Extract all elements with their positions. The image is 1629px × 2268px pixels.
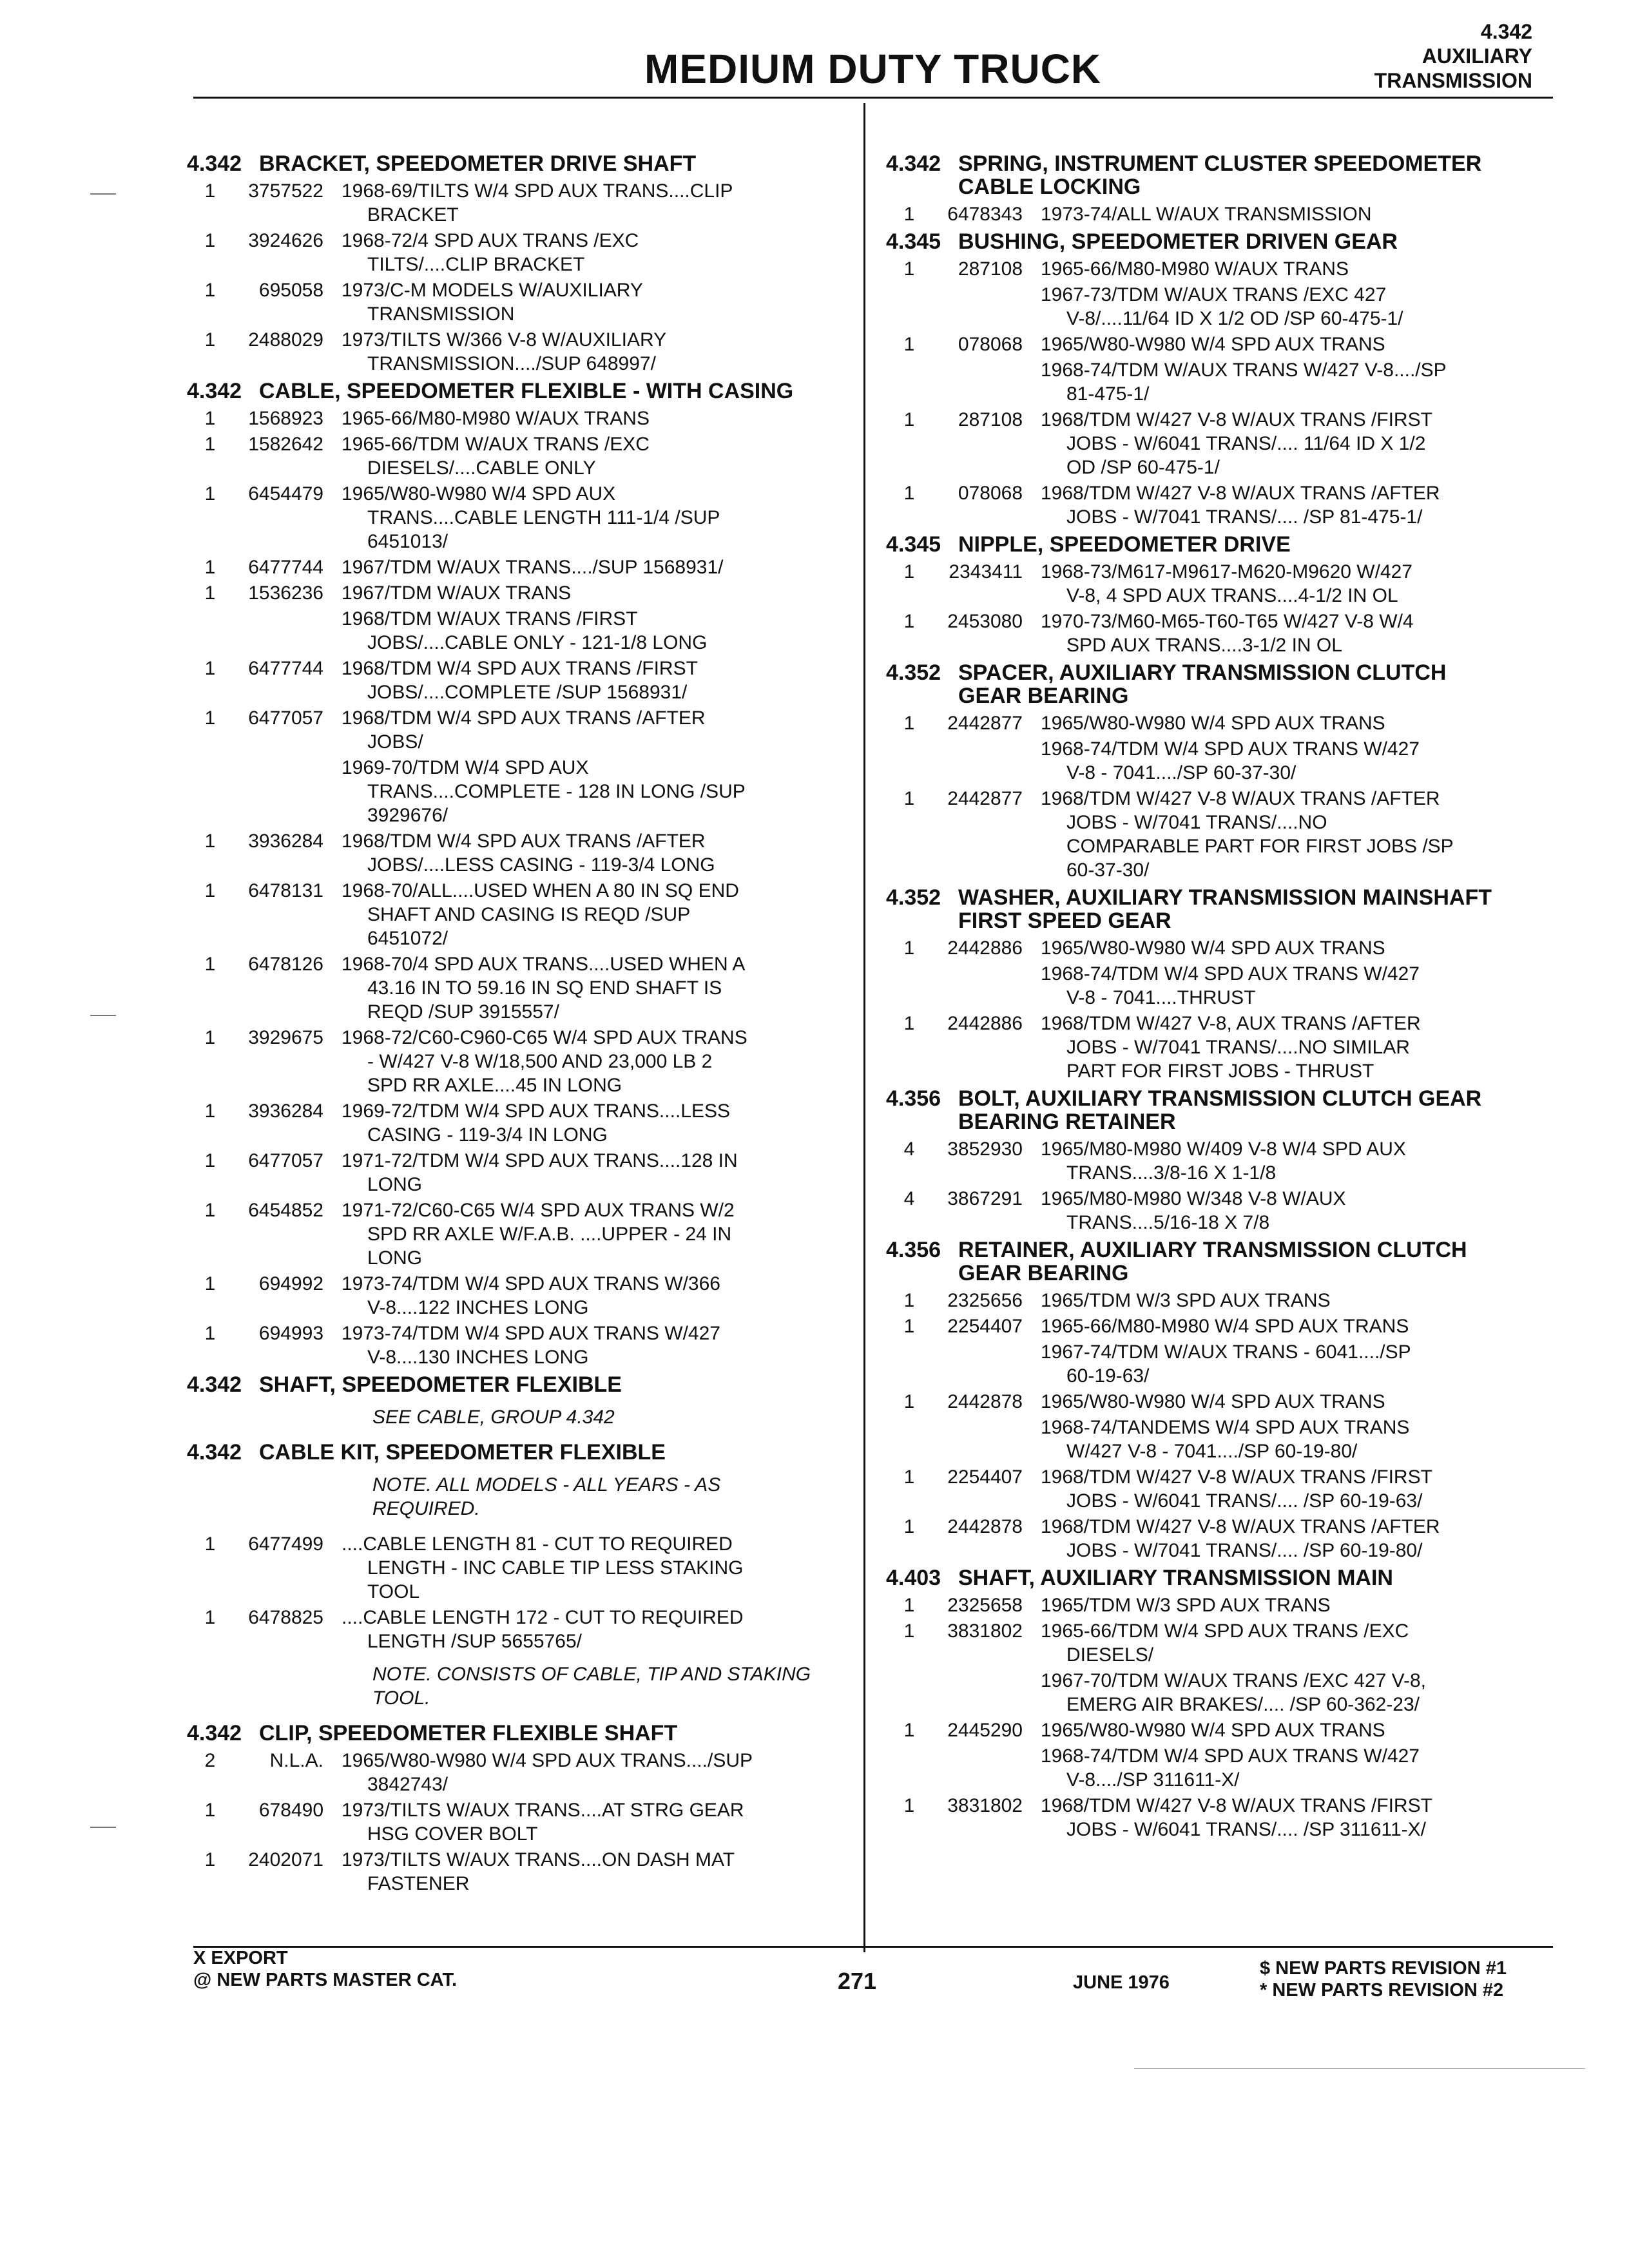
section-heading: [886, 1087, 1556, 1133]
note-text: SEE CABLE, GROUP 4.342: [372, 1407, 615, 1428]
margin-mark: [90, 1827, 116, 1828]
footer-rev2: * NEW PARTS REVISION #2: [1260, 1980, 1504, 2001]
part-description: 1965/W80-W980 W/4 SPD AUX TRANS: [1041, 1391, 1385, 1412]
part-description: 1965/W80-W980 W/4 SPD AUX TRANS: [1041, 937, 1385, 959]
part-row: [886, 936, 1556, 960]
part-description: 1968/TDM W/427 V-8 W/AUX TRANS /FIRST JOBS - W/6041 TRANS/.... /SP 311611-X/: [1041, 1795, 1432, 1840]
part-description: 1968-70/4 SPD AUX TRANS....USED WHEN A 43.16 IN TO 59.16 IN SQ END SHAFT IS REQD /SUP 3915557/: [342, 954, 746, 1023]
part-number: 2453080: [947, 611, 1023, 632]
part-description: 1973-74/TDM W/4 SPD AUX TRANS W/427 V-8....130 INCHES LONG: [342, 1323, 720, 1368]
note-text: NOTE. CONSISTS OF CABLE, TIP AND STAKING TOOL.: [372, 1664, 811, 1709]
part-row: [187, 657, 844, 704]
section-number: 4.342: [187, 151, 242, 176]
section-heading: [886, 533, 1556, 556]
part-row: [886, 787, 1556, 882]
part-number: 678490: [258, 1800, 323, 1821]
quantity: 1: [903, 561, 915, 582]
quantity: 1: [903, 409, 915, 430]
section-number: 4.352: [886, 660, 941, 685]
part-row: [187, 229, 844, 276]
footer-date: JUNE 1976: [1073, 1972, 1170, 1993]
section-number: 4.342: [1480, 20, 1532, 43]
continuation-row: [886, 283, 1556, 331]
part-description: 1973/TILTS W/AUX TRANS....AT STRG GEAR HSG COVER BOLT: [342, 1800, 744, 1845]
quantity: 1: [204, 230, 216, 251]
part-description: 1968-74/TDM W/4 SPD AUX TRANS W/427 V-8..../SP 311611-X/: [1041, 1745, 1420, 1791]
part-description: 1965-66/M80-M980 W/AUX TRANS: [1041, 258, 1349, 280]
part-row: [886, 1515, 1556, 1562]
part-description: 1968/TDM W/427 V-8, AUX TRANS /AFTER JOBS - W/7041 TRANS/....NO SIMILAR PART FOR FIRST JOBS - THRUST: [1041, 1013, 1421, 1082]
part-description: 1968-70/ALL....USED WHEN A 80 IN SQ END SHAFT AND CASING IS REQD /SUP 6451072/: [342, 880, 739, 949]
part-row: [187, 1749, 844, 1796]
part-number: 287108: [958, 258, 1023, 280]
part-number: 2254407: [947, 1316, 1023, 1337]
part-row: [187, 1606, 844, 1653]
quantity: 1: [204, 658, 216, 679]
part-row: [187, 581, 844, 605]
quantity: 1: [204, 1027, 216, 1048]
page-title: MEDIUM DUTY TRUCK: [644, 46, 1102, 92]
part-number: 2445290: [947, 1720, 1023, 1741]
section-number: 4.356: [886, 1238, 941, 1262]
section-heading: [187, 152, 844, 175]
part-row: [886, 257, 1556, 281]
part-row: [187, 1099, 844, 1147]
scan-artifact-rule: [1134, 2068, 1585, 2069]
continuation-row: [886, 737, 1556, 785]
part-description: 1967/TDM W/AUX TRANS: [342, 582, 572, 604]
part-number: 6477744: [248, 658, 323, 679]
part-description: 1965-66/TDM W/4 SPD AUX TRANS /EXC DIESELS/: [1041, 1620, 1409, 1666]
section-number: 4.342: [187, 1721, 242, 1745]
header-rule: [193, 97, 1553, 99]
part-row: [187, 179, 844, 227]
quantity: 1: [903, 204, 915, 225]
part-row: [187, 1272, 844, 1320]
quantity: 4: [903, 1188, 915, 1209]
margin-mark: [90, 193, 116, 195]
spacer: [886, 1744, 1041, 1792]
continuation-row: [886, 1744, 1556, 1792]
footer-master: @ NEW PARTS MASTER CAT.: [193, 1970, 458, 1990]
part-number: 1536236: [248, 582, 323, 604]
part-row: [886, 1619, 1556, 1667]
quantity: 1: [204, 1273, 216, 1294]
continuation-row: [886, 358, 1556, 406]
part-row: [187, 1321, 844, 1369]
part-row: [886, 1187, 1556, 1235]
part-description: 1968/TDM W/427 V-8 W/AUX TRANS /AFTER JOBS - W/7041 TRANS/.... /SP 60-19-80/: [1041, 1516, 1440, 1561]
part-number: 3757522: [248, 180, 323, 202]
part-number: 6454852: [248, 1200, 323, 1221]
part-number: 3852930: [947, 1139, 1023, 1160]
quantity: 1: [204, 1200, 216, 1221]
part-number: 6478126: [248, 954, 323, 975]
part-description: 1968/TDM W/4 SPD AUX TRANS /AFTER JOBS/: [342, 707, 706, 753]
quantity: 1: [903, 1795, 915, 1816]
margin-mark: [90, 1015, 116, 1016]
section-number: 4.342: [187, 1440, 242, 1465]
quantity: 1: [903, 1595, 915, 1616]
part-row: [886, 1289, 1556, 1312]
part-description: 1968/TDM W/AUX TRANS /FIRST JOBS/....CABLE ONLY - 121-1/8 LONG: [342, 608, 708, 653]
part-description: 1971-72/C60-C65 W/4 SPD AUX TRANS W/2 SPD RR AXLE W/F.A.B. ....UPPER - 24 IN LONG: [342, 1200, 735, 1269]
part-number: 2325658: [947, 1595, 1023, 1616]
part-description: 1965-66/M80-M980 W/AUX TRANS: [342, 408, 650, 429]
quantity: 2: [204, 1750, 216, 1771]
section-number: 4.342: [886, 151, 941, 176]
part-number: 287108: [958, 409, 1023, 430]
section-heading: [886, 1238, 1556, 1285]
footer-rev1: $ NEW PARTS REVISION #1: [1260, 1958, 1507, 1979]
section-title: SHAFT, AUXILIARY TRANSMISSION MAIN: [958, 1566, 1393, 1590]
section-heading: [886, 661, 1556, 707]
continuation-row: [886, 1669, 1556, 1716]
note-text: NOTE. ALL MODELS - ALL YEARS - AS REQUIRED.: [372, 1474, 721, 1519]
part-row: [187, 328, 844, 376]
quantity: 1: [204, 408, 216, 429]
quantity: 1: [204, 1533, 216, 1555]
part-number: 6477499: [248, 1533, 323, 1555]
part-description: 1973/C-M MODELS W/AUXILIARY TRANSMISSION: [342, 280, 643, 325]
section-number: 4.345: [886, 229, 941, 254]
part-number: 2442886: [947, 937, 1023, 959]
part-description: 1965/TDM W/3 SPD AUX TRANS: [1041, 1595, 1331, 1616]
spacer: [886, 737, 1041, 785]
part-number: 2442877: [947, 788, 1023, 809]
part-description: 1968-69/TILTS W/4 SPD AUX TRANS....CLIP BRACKET: [342, 180, 733, 226]
quantity: 1: [204, 880, 216, 901]
part-row: [886, 1465, 1556, 1513]
spacer: [886, 962, 1041, 1010]
part-description: 1967-70/TDM W/AUX TRANS /EXC 427 V-8, EMERG AIR BRAKES/.... /SP 60-362-23/: [1041, 1670, 1426, 1715]
part-row: [886, 1390, 1556, 1414]
quantity: 4: [903, 1139, 915, 1160]
quantity: 1: [204, 1100, 216, 1122]
right-column: [886, 148, 1556, 1843]
quantity: 1: [903, 713, 915, 734]
part-row: [187, 829, 844, 877]
quantity: 1: [204, 707, 216, 729]
quantity: 1: [903, 611, 915, 632]
section-title: CABLE, SPEEDOMETER FLEXIBLE - WITH CASING: [259, 379, 794, 403]
quantity: 1: [204, 329, 216, 351]
part-number: 1568923: [248, 408, 323, 429]
continuation-row: [886, 1340, 1556, 1388]
part-row: [886, 1314, 1556, 1338]
part-description: 1965/W80-W980 W/4 SPD AUX TRANS: [1041, 713, 1385, 734]
section-heading: [886, 1566, 1556, 1590]
part-description: 1971-72/TDM W/4 SPD AUX TRANS....128 IN LONG: [342, 1150, 738, 1195]
continuation-row: [886, 1416, 1556, 1463]
part-row: [886, 1593, 1556, 1617]
part-number: 6478343: [947, 204, 1023, 225]
part-number: 2442877: [947, 713, 1023, 734]
part-number: 6477744: [248, 557, 323, 578]
quantity: 1: [903, 258, 915, 280]
section-heading: [886, 152, 1556, 198]
part-description: 1968/TDM W/427 V-8 W/AUX TRANS /AFTER JOBS - W/7041 TRANS/....NO COMPARABLE PART FOR FIRST JOBS /SP 60-37-30/: [1041, 788, 1454, 881]
quantity: 1: [903, 1013, 915, 1034]
part-description: 1970-73/M60-M65-T60-T65 W/427 V-8 W/4 SPD AUX TRANS....3-1/2 IN OL: [1041, 611, 1414, 656]
quantity: 1: [204, 1607, 216, 1628]
part-description: 1968-74/TDM W/AUX TRANS W/427 V-8..../SP 81-475-1/: [1041, 360, 1447, 405]
quantity: 1: [903, 1620, 915, 1642]
part-row: [886, 481, 1556, 529]
quantity: 1: [204, 954, 216, 975]
part-description: 1973/TILTS W/366 V-8 W/AUXILIARY TRANSMISSION..../SUP 648997/: [342, 329, 667, 374]
part-description: 1965/TDM W/3 SPD AUX TRANS: [1041, 1290, 1331, 1311]
part-number: 2402071: [248, 1849, 323, 1870]
part-row: [187, 952, 844, 1024]
part-number: 3831802: [947, 1795, 1023, 1816]
section-title: WASHER, AUXILIARY TRANSMISSION MAINSHAFT FIRST SPEED GEAR: [958, 885, 1492, 933]
quantity: 1: [903, 1316, 915, 1337]
section-number: 4.352: [886, 885, 941, 910]
section-title: SHAFT, SPEEDOMETER FLEXIBLE: [259, 1372, 622, 1397]
section-number: 4.403: [886, 1566, 941, 1590]
part-description: 1968/TDM W/427 V-8 W/AUX TRANS /FIRST JOBS - W/6041 TRANS/.... /SP 60-19-63/: [1041, 1466, 1432, 1512]
part-row: [187, 879, 844, 950]
quantity: 1: [204, 1849, 216, 1870]
part-description: 1968-72/4 SPD AUX TRANS /EXC TILTS/....CLIP BRACKET: [342, 230, 639, 275]
quantity: 1: [903, 1391, 915, 1412]
part-description: 1965/W80-W980 W/4 SPD AUX TRANS: [1041, 1720, 1385, 1741]
quantity: 1: [903, 334, 915, 355]
section-title: NIPPLE, SPEEDOMETER DRIVE: [958, 532, 1291, 557]
quantity: 1: [903, 937, 915, 959]
part-row: [187, 407, 844, 430]
part-description: 1968/TDM W/427 V-8 W/AUX TRANS /AFTER JOBS - W/7041 TRANS/.... /SP 81-475-1/: [1041, 483, 1440, 528]
part-description: 1968-72/C60-C960-C65 W/4 SPD AUX TRANS - W/427 V-8 W/18,500 AND 23,000 LB 2 SPD RR AXLE....45 IN LONG: [342, 1027, 747, 1096]
quantity: 1: [204, 582, 216, 604]
section-number: 4.356: [886, 1086, 941, 1111]
part-description: 1968-74/TDM W/4 SPD AUX TRANS W/427 V-8 - 7041....THRUST: [1041, 963, 1420, 1008]
section-title: BOLT, AUXILIARY TRANSMISSION CLUTCH GEAR BEARING RETAINER: [958, 1086, 1482, 1134]
part-number: 2325656: [947, 1290, 1023, 1311]
spacer: [886, 283, 1041, 331]
part-number: 078068: [958, 483, 1023, 504]
part-row: [886, 202, 1556, 226]
part-description: ....CABLE LENGTH 81 - CUT TO REQUIRED LENGTH - INC CABLE TIP LESS STAKING TOOL: [342, 1533, 744, 1602]
continuation-row: [187, 756, 844, 827]
part-row: [187, 1149, 844, 1196]
section-header: [1374, 19, 1532, 93]
part-description: 1965/W80-W980 W/4 SPD AUX TRANS..../SUP 3842743/: [342, 1750, 753, 1795]
quantity: 1: [903, 1516, 915, 1537]
part-number: 2442886: [947, 1013, 1023, 1034]
part-number: 3867291: [947, 1188, 1023, 1209]
group-line-2: TRANSMISSION: [1374, 69, 1532, 92]
section-number: 4.342: [187, 1372, 242, 1397]
part-row: [187, 555, 844, 579]
column-divider: [863, 103, 865, 1952]
part-description: 1968/TDM W/4 SPD AUX TRANS /AFTER JOBS/....LESS CASING - 119-3/4 LONG: [342, 831, 715, 876]
part-row: [187, 706, 844, 754]
quantity: 1: [204, 483, 216, 505]
part-number: 695058: [258, 280, 323, 301]
quantity: 1: [204, 831, 216, 852]
spacer: [187, 756, 342, 827]
quantity: 1: [204, 1323, 216, 1344]
part-row: [886, 1718, 1556, 1742]
spacer: [886, 358, 1041, 406]
quantity: 1: [204, 434, 216, 455]
part-number: 3924626: [248, 230, 323, 251]
section-title: CLIP, SPEEDOMETER FLEXIBLE SHAFT: [259, 1721, 678, 1745]
part-description: 1967-74/TDM W/AUX TRANS - 6041..../SP 60-19-63/: [1041, 1341, 1411, 1387]
part-description: 1968-73/M617-M9617-M620-M9620 W/427 V-8, 4 SPD AUX TRANS....4-1/2 IN OL: [1041, 561, 1412, 606]
section-heading: [187, 1441, 844, 1464]
quantity: 1: [204, 180, 216, 202]
quantity: 1: [204, 1800, 216, 1821]
part-row: [886, 332, 1556, 356]
section-title: SPACER, AUXILIARY TRANSMISSION CLUTCH GEAR BEARING: [958, 660, 1447, 708]
part-description: ....CABLE LENGTH 172 - CUT TO REQUIRED LENGTH /SUP 5655765/: [342, 1607, 744, 1652]
part-number: 2442878: [947, 1516, 1023, 1537]
part-number: 2343411: [949, 561, 1023, 582]
part-number: 3929675: [248, 1027, 323, 1048]
spacer: [886, 1416, 1041, 1463]
part-number: 6477057: [248, 707, 323, 729]
part-row: [886, 1137, 1556, 1185]
part-description: 1965-66/TDM W/AUX TRANS /EXC DIESELS/....CABLE ONLY: [342, 434, 650, 479]
part-description: 1965/M80-M980 W/409 V-8 W/4 SPD AUX TRANS....3/8-16 X 1-1/8: [1041, 1139, 1406, 1184]
spacer: [886, 1669, 1041, 1716]
spacer: [187, 607, 342, 655]
part-number: 1582642: [248, 434, 323, 455]
quantity: 1: [903, 788, 915, 809]
continuation-row: [886, 962, 1556, 1010]
section-heading: [187, 1722, 844, 1745]
part-description: 1967/TDM W/AUX TRANS..../SUP 1568931/: [342, 557, 724, 578]
section-heading: [886, 230, 1556, 253]
section-heading: [187, 1373, 844, 1396]
part-description: 1965/W80-W980 W/4 SPD AUX TRANS: [1041, 334, 1385, 355]
part-number: 2254407: [947, 1466, 1023, 1488]
part-description: 1973-74/ALL W/AUX TRANSMISSION: [1041, 204, 1372, 225]
spacer: [886, 1340, 1041, 1388]
page-number: 271: [838, 1968, 877, 1994]
section-heading: [886, 886, 1556, 932]
part-description: 1967-73/TDM W/AUX TRANS /EXC 427 V-8/....11/64 ID X 1/2 OD /SP 60-475-1/: [1041, 284, 1403, 329]
quantity: 1: [204, 280, 216, 301]
part-row: [187, 482, 844, 553]
part-row: [187, 278, 844, 326]
section-heading: [187, 380, 844, 403]
section-title: BUSHING, SPEEDOMETER DRIVEN GEAR: [958, 229, 1398, 254]
part-description: 1968-74/TANDEMS W/4 SPD AUX TRANS W/427 V-8 - 7041..../SP 60-19-80/: [1041, 1417, 1410, 1462]
quantity: 1: [903, 1290, 915, 1311]
part-row: [886, 560, 1556, 608]
quantity: 1: [204, 557, 216, 578]
part-row: [187, 1026, 844, 1097]
part-number: N.L.A.: [269, 1750, 323, 1771]
part-number: 6478825: [248, 1607, 323, 1628]
part-description: 1973/TILTS W/AUX TRANS....ON DASH MAT FASTENER: [342, 1849, 735, 1894]
part-row: [886, 711, 1556, 735]
part-row: [187, 1798, 844, 1846]
section-title: BRACKET, SPEEDOMETER DRIVE SHAFT: [259, 151, 697, 176]
part-description: 1969-70/TDM W/4 SPD AUX TRANS....COMPLETE - 128 IN LONG /SUP 3929676/: [342, 757, 746, 826]
group-line-1: AUXILIARY: [1422, 44, 1532, 68]
part-row: [886, 1012, 1556, 1083]
section-title: SPRING, INSTRUMENT CLUSTER SPEEDOMETER CABLE LOCKING: [958, 151, 1482, 199]
part-number: 3936284: [248, 1100, 323, 1122]
part-number: 2488029: [248, 329, 323, 351]
part-description: 1965/W80-W980 W/4 SPD AUX TRANS....CABLE LENGTH 111-1/4 /SUP 6451013/: [342, 483, 720, 552]
part-row: [187, 1848, 844, 1896]
quantity: 1: [903, 1466, 915, 1488]
part-number: 3936284: [248, 831, 323, 852]
section-number: 4.342: [187, 379, 242, 403]
part-row: [187, 1532, 844, 1604]
footer-export: X EXPORT: [193, 1948, 288, 1968]
part-number: 3831802: [947, 1620, 1023, 1642]
part-description: 1968-74/TDM W/4 SPD AUX TRANS W/427 V-8 - 7041..../SP 60-37-30/: [1041, 738, 1420, 783]
part-description: 1965/M80-M980 W/348 V-8 W/AUX TRANS....5/16-18 X 7/8: [1041, 1188, 1346, 1233]
part-description: 1965-66/M80-M980 W/4 SPD AUX TRANS: [1041, 1316, 1409, 1337]
part-number: 6477057: [248, 1150, 323, 1171]
part-description: 1968/TDM W/4 SPD AUX TRANS /FIRST JOBS/....COMPLETE /SUP 1568931/: [342, 658, 698, 703]
part-row: [187, 432, 844, 480]
part-row: [886, 610, 1556, 657]
part-number: 2442878: [947, 1391, 1023, 1412]
part-number: 6454479: [248, 483, 323, 505]
section-title: CABLE KIT, SPEEDOMETER FLEXIBLE: [259, 1440, 666, 1465]
part-description: 1973-74/TDM W/4 SPD AUX TRANS W/366 V-8....122 INCHES LONG: [342, 1273, 720, 1318]
part-description: 1968/TDM W/427 V-8 W/AUX TRANS /FIRST JOBS - W/6041 TRANS/.... 11/64 ID X 1/2 OD /SP 60-475-1/: [1041, 409, 1432, 478]
quantity: 1: [903, 1720, 915, 1741]
section-title: RETAINER, AUXILIARY TRANSMISSION CLUTCH GEAR BEARING: [958, 1238, 1467, 1285]
continuation-row: [187, 607, 844, 655]
part-number: 6478131: [248, 880, 323, 901]
footer-rule: [193, 1946, 1553, 1948]
part-number: 694992: [258, 1273, 323, 1294]
quantity: 1: [903, 483, 915, 504]
part-number: 078068: [958, 334, 1023, 355]
part-row: [886, 408, 1556, 479]
part-row: [886, 1794, 1556, 1841]
quantity: 1: [204, 1150, 216, 1171]
part-row: [187, 1198, 844, 1270]
left-column: [187, 148, 844, 1898]
section-number: 4.345: [886, 532, 941, 557]
part-number: 694993: [258, 1323, 323, 1344]
part-description: 1969-72/TDM W/4 SPD AUX TRANS....LESS CASING - 119-3/4 IN LONG: [342, 1100, 730, 1146]
